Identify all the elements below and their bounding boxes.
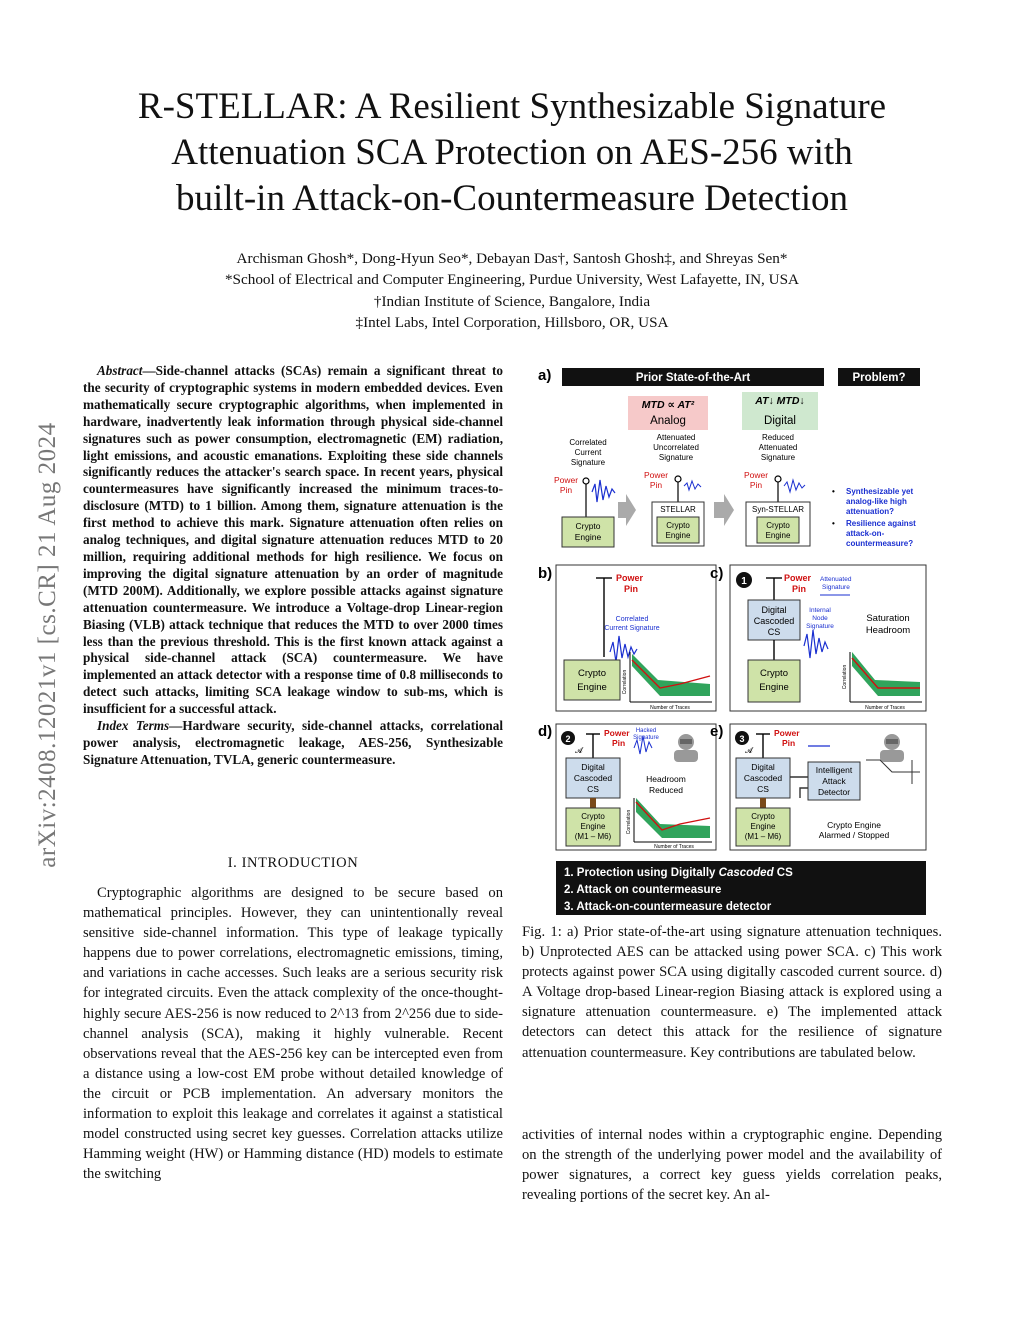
svg-text:Resilience against: Resilience against xyxy=(846,519,916,528)
red-att-sig-line1: Reduced xyxy=(761,433,795,442)
contribution-2: 2. Attack on countermeasure xyxy=(564,884,722,896)
syn-stellar-label: Syn-STELLAR xyxy=(751,505,805,514)
digital-label: Digital xyxy=(764,415,796,427)
svg-text:Crypto: Crypto xyxy=(760,668,788,679)
attacker-glyph-d: 𝓐 xyxy=(575,746,583,755)
svg-text:analog-like high: analog-like high xyxy=(846,497,907,506)
problem-bullets xyxy=(832,487,916,548)
svg-text:Crypto: Crypto xyxy=(578,668,606,679)
paper-title xyxy=(60,84,964,222)
corr-sig-label-line1: Correlated xyxy=(569,438,607,447)
svg-text:Correlation: Correlation xyxy=(626,809,632,835)
corr-sig-label-line3: Signature xyxy=(570,458,606,467)
arrow-1 xyxy=(618,494,636,526)
right-column-continuation xyxy=(522,1125,942,1205)
svg-text:Signature: Signature xyxy=(822,584,850,591)
arxiv-watermark: arXiv:2408.12021v1 [cs.CR] 21 Aug 2024 xyxy=(34,422,61,868)
svg-text:countermeasure?: countermeasure? xyxy=(846,539,914,548)
svg-text:Number of Traces: Number of Traces xyxy=(650,705,690,711)
mtd-analog-label: MTD ∝ AT² xyxy=(641,399,695,411)
svg-text:Digital: Digital xyxy=(761,605,787,615)
svg-text:Headroom: Headroom xyxy=(865,625,911,636)
svg-text:(M1 – M6): (M1 – M6) xyxy=(744,832,782,841)
svg-text:Signature: Signature xyxy=(806,623,834,630)
svg-text:Correlated: Correlated xyxy=(615,616,649,623)
figure-caption xyxy=(522,922,942,1063)
power-pin-a2: Power xyxy=(643,470,669,480)
svg-text:Engine: Engine xyxy=(580,822,606,831)
svg-text:Alarmed / Stopped: Alarmed / Stopped xyxy=(818,830,890,840)
panel-b-label: b) xyxy=(538,565,553,582)
section-heading: I. INTRODUCTION xyxy=(227,855,359,871)
author-block xyxy=(60,248,964,333)
red-att-sig-line2: Attenuated xyxy=(758,443,798,452)
figure-svg xyxy=(520,362,940,917)
svg-text:Engine: Engine xyxy=(750,822,776,831)
pin-node xyxy=(583,478,589,484)
analog-label: Analog xyxy=(650,415,686,427)
crypto-engine-c xyxy=(748,660,800,702)
corr-sig-label-line2: Current xyxy=(574,448,602,457)
caption-text: Fig. 1: a) Prior state-of-the-art using signature attenuation techniques. b) Unprotected AES can be attacked using power SCA. c) This work protects against power SCA using digitally cascoded current source. d) A Voltage drop-based Linear-region Biasing attack is explored using a signature attenuation countermeasure. e) The implemented attack detectors can detect this attack for the resilience of signature attenuation countermeasure. Key contributions are tabulated below. xyxy=(522,924,942,1061)
svg-text:Cascoded: Cascoded xyxy=(573,773,613,783)
svg-text:Pin: Pin xyxy=(792,584,807,594)
svg-text:Hacked: Hacked xyxy=(635,728,657,734)
svg-text:Detector: Detector xyxy=(817,787,851,797)
att-unc-sig-line2: Uncorrelated xyxy=(653,443,699,452)
power-pin-a1: Power xyxy=(553,475,579,485)
svg-text:Attenuated: Attenuated xyxy=(820,576,852,583)
svg-text:Crypto: Crypto xyxy=(766,521,790,530)
svg-text:Node: Node xyxy=(812,615,828,622)
introduction-text xyxy=(83,883,503,1184)
svg-text:Pin: Pin xyxy=(559,485,573,495)
svg-text:Signature: Signature xyxy=(633,735,659,741)
svg-text:Pin: Pin xyxy=(782,738,796,748)
author-names: Archisman Ghosh*, Dong-Hyun Seo*, Debayan Das†, Santosh Ghosh‡, and Shreyas Sen* xyxy=(236,250,788,267)
attacker-glyph-e: 𝓐 xyxy=(745,746,753,755)
power-pin-e: Power xyxy=(774,728,800,738)
prior-sota-text: Prior State-of-the-Art xyxy=(635,372,751,384)
power-pin-b: Power xyxy=(616,573,644,583)
problem-text: Problem? xyxy=(852,372,906,384)
att-unc-sig-line1: Attenuated xyxy=(656,433,696,442)
affiliation-intel: ‡Intel Labs, Intel Corporation, Hillsboro, OR, USA xyxy=(355,313,669,331)
svg-text:CS: CS xyxy=(767,627,781,637)
svg-text:Correlation: Correlation xyxy=(622,669,628,695)
panel-d-label: d) xyxy=(538,723,553,740)
contribution-3: 3. Attack-on-countermeasure detector xyxy=(564,901,772,913)
svg-text:Reduced: Reduced xyxy=(648,785,684,795)
affiliation-purdue: *School of Electrical and Computer Engineering, Purdue University, West Lafayette, IN, USA xyxy=(224,271,800,289)
corr-signature-wave xyxy=(592,480,615,502)
svg-text:Crypto: Crypto xyxy=(575,521,601,531)
svg-text:CS: CS xyxy=(757,784,769,794)
svg-text:Internal: Internal xyxy=(809,607,831,614)
svg-text:Number of Traces: Number of Traces xyxy=(865,705,905,711)
headroom-reduced-1: Headroom xyxy=(646,774,686,784)
svg-text:•: • xyxy=(832,487,835,496)
svg-text:Pin: Pin xyxy=(749,480,763,490)
svg-text:Digital: Digital xyxy=(581,762,605,772)
panel-c-label: c) xyxy=(710,565,724,582)
svg-text:Synthesizable yet: Synthesizable yet xyxy=(846,487,914,496)
svg-text:attenuation?: attenuation? xyxy=(846,507,894,516)
red-att-sig-line3: Signature xyxy=(760,453,796,462)
title-line: built-in Attack-on-Countermeasure Detection xyxy=(176,178,848,219)
abstract-label: Abstract xyxy=(97,363,143,378)
svg-text:Digital: Digital xyxy=(751,762,775,772)
arrow-2 xyxy=(714,494,734,526)
svg-text:Engine: Engine xyxy=(577,682,607,693)
affiliation-iisc: †Indian Institute of Science, Bangalore, India xyxy=(373,292,651,310)
power-pin-d: Power xyxy=(604,728,630,738)
svg-text:Pin: Pin xyxy=(624,584,639,594)
index-terms-label: Index Terms xyxy=(97,718,170,734)
svg-text:Crypto: Crypto xyxy=(581,812,605,821)
svg-text:Cascoded: Cascoded xyxy=(753,616,795,626)
alarmed-label-line1: Crypto Engine xyxy=(827,820,881,830)
svg-text:attack-on-: attack-on- xyxy=(846,529,885,538)
title-line: Attenuation SCA Protection on AES-256 with xyxy=(171,132,853,173)
svg-text:Engine: Engine xyxy=(765,531,791,540)
svg-text:Attack: Attack xyxy=(822,776,846,786)
panel-a-label: a) xyxy=(538,367,552,384)
stellar-label: STELLAR xyxy=(660,505,696,514)
abstract: Abstract—Side-channel attacks (SCAs) remain a significant threat to the security of cryptographic systems in modern embedded devices. Even mathematically secure cryptographic algorithms, when implemented in hardware, inadvertently leak information through physical side-channel signatures such as power consumption, electromagnetic (EM) radiation, light emissions, and acoustic emanations. Exploiting these side channels significantly reduces the attacker's search space. In recent years, physical countermeasures have significantly increased the minimum traces-to-disclosure (MTD) to 1 billion. Among them, signature attenuation is the first method to achieve this mark. Signature attenuation often relies on analog techniques, and digital signature attenuation reduces MTD to 20 million, requiring additional methods for high resilience. We focus on improving the digital signature attenuation by an order of magnitude (MTD 200M). Additionally, we explore possible attacks against signature attenuation countermeasure. We introduce a Voltage-drop Linear-region Biasing (VLB) attack technique that reduces the MTD to over 2000 times less than the previous threshold. This is the first known attack against a physical side-channel attack (SCA) countermeasure. We have implemented an attack detector with a response time of 0.8 milliseconds to detect such attacks, limiting SCA leakage window to sub-ms, which is insufficient for a successful attack. Index Terms—Hardware security, side-channel attacks, correlational power analysis, electromagnetic leakage, AES-256, Synthesizable Signature Attenuation, TVLA, generic countermeasure. xyxy=(83,363,503,767)
svg-text:Pin: Pin xyxy=(649,480,663,490)
svg-text:(M1 – M6): (M1 – M6) xyxy=(574,832,612,841)
mtd-digital-label: AT↓ MTD↓ xyxy=(755,395,805,407)
saturation-headroom-1: Saturation xyxy=(866,613,910,624)
svg-text:Crypto: Crypto xyxy=(666,521,690,530)
svg-text:Correlation: Correlation xyxy=(842,664,848,690)
svg-text:Cascoded: Cascoded xyxy=(743,773,783,783)
att-unc-sig-line3: Signature xyxy=(658,453,694,462)
figure-1 xyxy=(520,362,940,917)
title-line: R-STELLAR: A Resilient Synthesizable Signature xyxy=(137,86,887,127)
contribution-1: 1. Protection using Digitally Cascoded CS xyxy=(564,867,793,879)
svg-text:Engine: Engine xyxy=(574,532,602,542)
svg-text:•: • xyxy=(832,519,835,528)
crypto-engine-b xyxy=(564,660,620,700)
svg-text:Crypto: Crypto xyxy=(751,812,775,821)
intro-paragraph: Cryptographic algorithms are designed to be secure based on mathematical principles. However, they can unintentionally reveal sensitive side-channel information. This type of leakage typically happens due to power correlations, electromagnetic emissions, timing, and variations in cache accesses. Such leaks are a serious security risk for integrated circuits. Even the attack complexity of the once-thought-highly secure AES-256 is now reduced to 2^13 from 2^256 due to side-channel analysis (SCA), making it highly vulnerable. Recent observations reveal that the AES-256 key can be intercepted even from a distance using a low-cost EM probe without detailed knowledge of the circuit or PCB implementation. An adversary monitors the information to exploit this leakage and correlates it against a statistical model constructed using secret key guesses. Correlation attacks utilize Hamming weight (HW) or Hamming distance (HD) models to estimate the switching xyxy=(83,885,503,1183)
svg-text:1: 1 xyxy=(741,576,747,587)
power-pin-c: Power xyxy=(784,573,812,583)
svg-text:2: 2 xyxy=(565,734,571,744)
abstract-text: Side-channel attacks (SCAs) remain a significant threat to the security of cryptographic systems in modern embedded devices. Even mathematically secure cryptographic algorithms, when implemented in hardware, inadvertently leak information through physical side-channel signatures such as power consumption, electromagnetic (EM) radiation, light emissions, and acoustic emanations. Exploiting these side channels significantly reduces the attacker's search space. In recent years, physical countermeasures have significantly increased the minimum traces-to-disclosure (MTD) to 1 billion. Among them, signature attenuation is the first method to achieve this mark. Signature attenuation often relies on analog techniques, and digital signature attenuation reduces MTD to 20 million, requiring additional methods for high resilience. We focus on improving the digital signature attenuation by an order of magnitude (MTD 200M). Additionally, we explore possible attacks against signature attenuation countermeasure. We introduce a Voltage-drop Linear-region Biasing (VLB) attack technique that reduces the MTD to over 2000 times less than the previous threshold. This is the first known attack against a physical side-channel attack (SCA) countermeasure. We have implemented an attack detector with a response time of 0.8 milliseconds to detect such attacks, limiting SCA leakage window to sub-ms, which is insufficient for a successful attack. xyxy=(83,363,503,717)
power-pin-a3: Power xyxy=(743,470,769,480)
svg-text:Engine: Engine xyxy=(665,531,691,540)
svg-text:3: 3 xyxy=(739,734,745,744)
svg-text:Current Signature: Current Signature xyxy=(604,625,660,632)
svg-text:Pin: Pin xyxy=(612,738,626,748)
continuation-text: activities of internal nodes within a cryptographic engine. Depending on the strength of the underlying power model and the availability of power signatures, a correct key guess yields correlation peaks, revealing portions of the secret key. An al- xyxy=(522,1127,942,1204)
svg-text:CS: CS xyxy=(587,784,599,794)
svg-text:Intelligent: Intelligent xyxy=(815,765,853,775)
panel-e-label: e) xyxy=(710,723,724,740)
svg-text:Engine: Engine xyxy=(759,682,789,693)
index-terms-text: Hardware security, side-channel attacks, correlational power analysis, electromagnetic leakage, AES-256, Synthesizable Signature Attenuation, TVLA, generic countermeasure. xyxy=(83,718,503,767)
svg-text:Number of Traces: Number of Traces xyxy=(654,844,694,850)
